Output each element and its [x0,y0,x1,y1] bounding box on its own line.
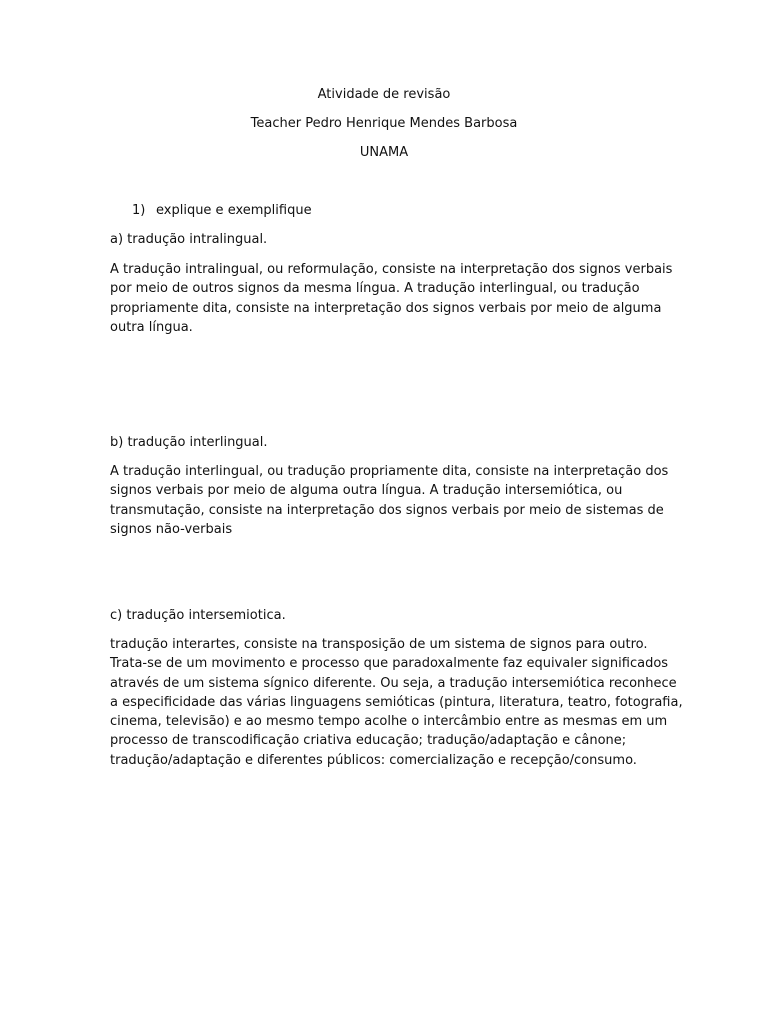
section-a-paragraph [110,260,673,337]
question-item [132,203,312,219]
document-title: Atividade de revisão [317,87,451,102]
section-b-paragraph [110,462,670,539]
section-c-heading: c) tradução intersemiotica. [110,608,286,623]
section-c-paragraph [110,635,683,770]
paragraph-line: signos não-verbais [110,521,233,537]
teacher-name: Teacher Pedro Henrique Mendes Barbosa [250,116,518,131]
section-b-heading: b) tradução interlingual. [110,435,268,450]
paragraph-line: transmutação, consiste na interpretação dos signos verbais por meio de sistemas de [110,502,664,518]
paragraph-line: por meio de outros signos da mesma língua. A tradução interlingual, ou tradução [110,281,640,297]
paragraph-line: processo de transcodificação criativa educação; tradução/adaptação e cânone; [110,733,627,749]
paragraph-line: tradução/adaptação e diferentes públicos: comercialização e recepção/consumo. [110,752,637,768]
paragraph-line: signos verbais por meio de alguma outra língua. A tradução intersemiótica, ou [110,483,623,499]
paragraph-line: a especificidade das várias linguagens semióticas (pintura, literatura, teatro, fotografia, [110,694,683,710]
question-text: explique e exemplifique [156,203,312,218]
paragraph-line: A tradução interlingual, ou tradução propriamente dita, consiste na interpretação dos [110,464,669,479]
paragraph-line: A tradução intralingual, ou reformulação, consiste na interpretação dos signos verbais [110,262,673,277]
paragraph-line: tradução interartes, consiste na transposição de um sistema de signos para outro. [110,637,648,652]
section-a-heading: a) tradução intralingual. [110,232,268,247]
question-number: 1) [132,203,146,218]
paragraph-line: propriamente dita, consiste na interpretação dos signos verbais por meio de alguma [110,300,662,316]
paragraph-line: através de um sistema sígnico diferente. Ou seja, a tradução intersemiótica reconhece [110,675,677,691]
paragraph-line: Trata-se de um movimento e processo que paradoxalmente faz equivaler significados [110,656,669,672]
paragraph-line: outra língua. [110,319,193,335]
paragraph-line: cinema, televisão) e ao mesmo tempo acolhe o intercâmbio entre as mesmas em um [110,714,668,730]
institution-name: UNAMA [359,145,409,160]
